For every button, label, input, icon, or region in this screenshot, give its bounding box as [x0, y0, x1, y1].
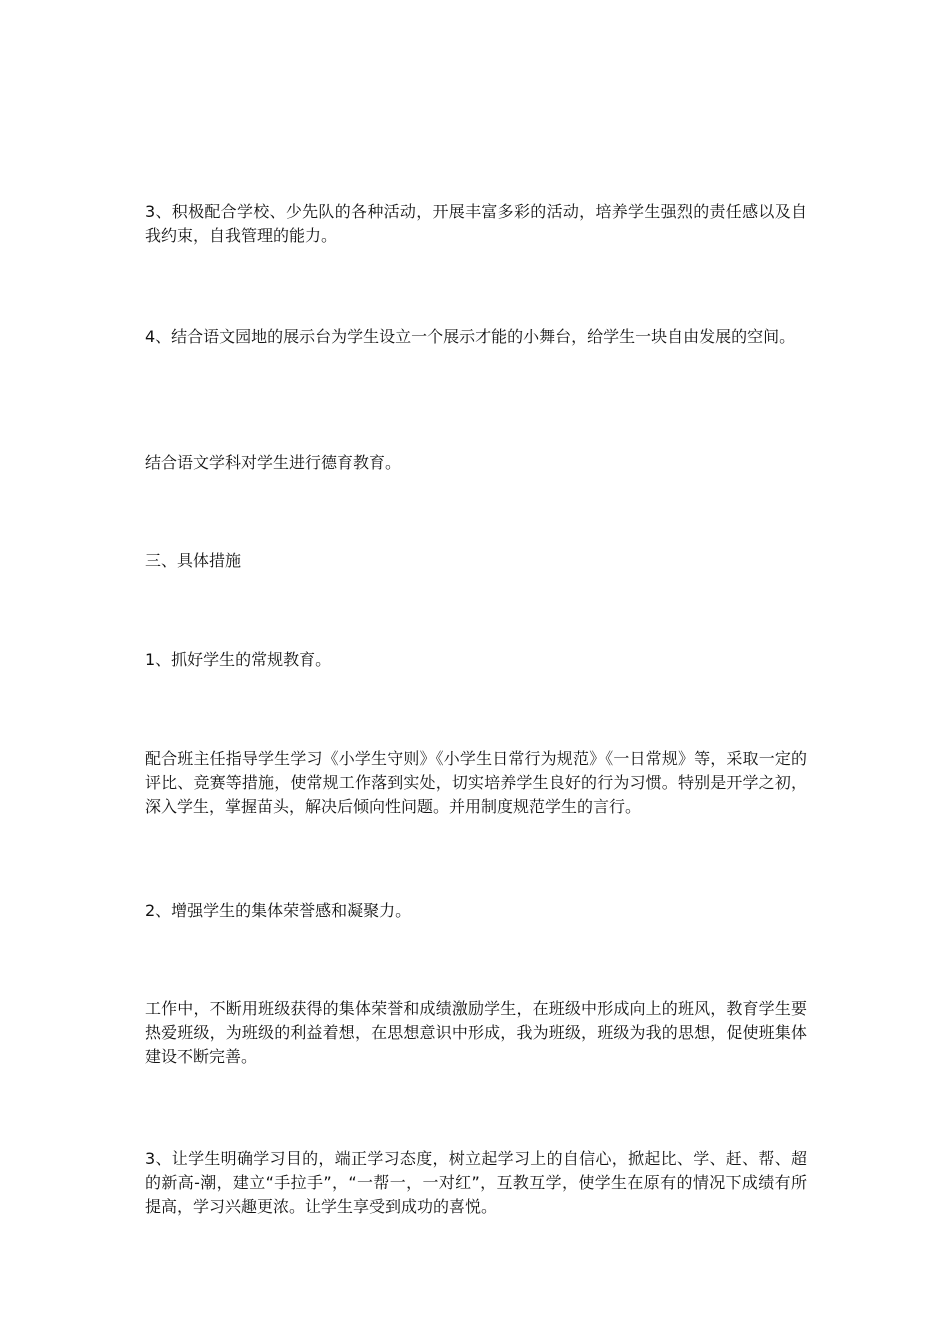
paragraph-collective-honor-heading: 2、增强学生的集体荣誉感和凝聚力。 — [145, 901, 412, 920]
section-heading-measures: 三、具体措施 — [145, 551, 242, 570]
paragraph-routine-education: 配合班主任指导学生学习《小学生守则》《小学生日常行为规范》《一日常规》等，采取一定的评比、竞赛等措施，使常规工作落到实处，切实培养学生良好的行为习惯。特别是开学之初，深入学生，掌握苗头，解决后倾向性问题。并用制度规范学生的言行。 — [145, 749, 807, 816]
paragraph-display-stage: 4、结合语文园地的展示台为学生设立一个展示才能的小舞台，给学生一块自由发展的空间。 — [145, 327, 796, 346]
paragraph-routine-education-heading: 1、抓好学生的常规教育。 — [145, 650, 332, 669]
paragraph-moral-education: 结合语文学科对学生进行德育教育。 — [145, 453, 402, 472]
paragraph-learning-goals: 3、让学生明确学习目的，端正学习态度，树立起学习上的自信心，掀起比、学、赶、帮、超的新高-潮，建立“手拉手”，“一帮一，一对红”，互教互学，使学生在原有的情况下成绩有所提高，学习兴趣更浓。让学生享受到成功的喜悦。 — [145, 1149, 807, 1216]
paragraph-collective-honor: 工作中，不断用班级获得的集体荣誉和成绩激励学生，在班级中形成向上的班风，教育学生要热爱班级，为班级的利益着想，在思想意识中形成，我为班级，班级为我的思想，促使班集体建设不断完善。 — [145, 999, 807, 1066]
paragraph-activities: 3、积极配合学校、少先队的各种活动，开展丰富多彩的活动，培养学生强烈的责任感以及自我约束，自我管理的能力。 — [145, 202, 807, 245]
